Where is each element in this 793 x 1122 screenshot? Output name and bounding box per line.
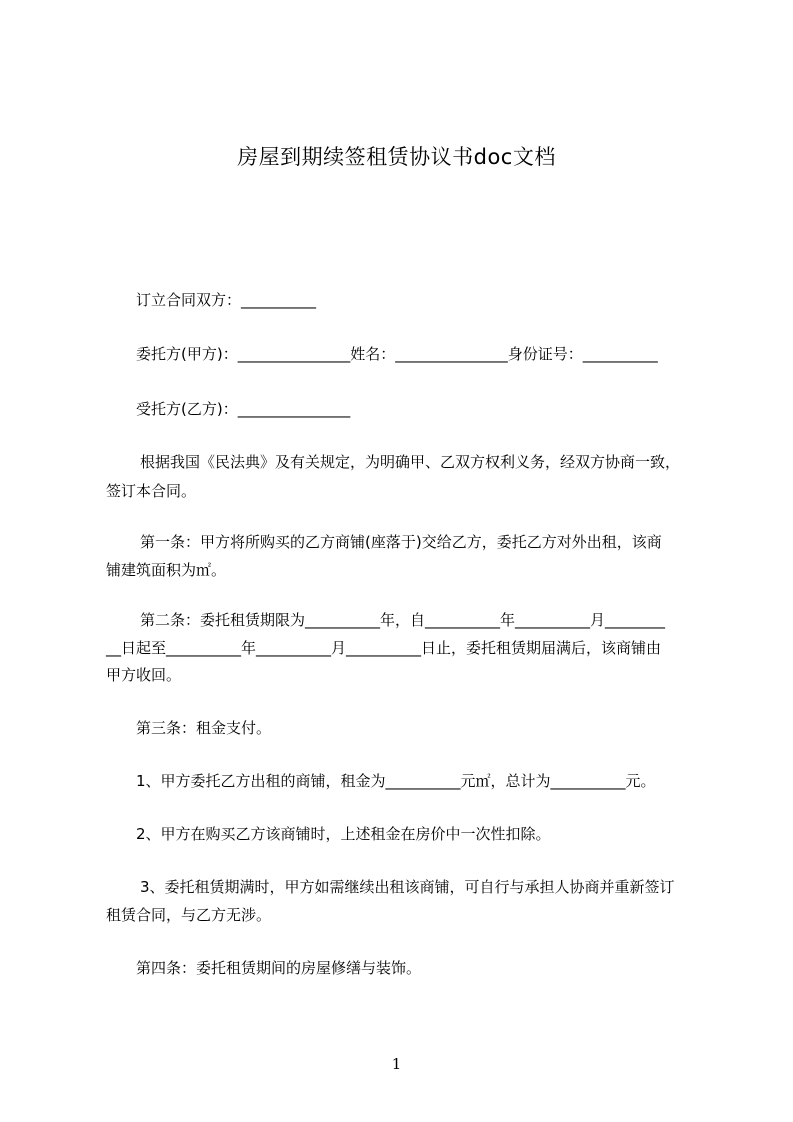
principal-party-line: 委托方(甲方)：_______________姓名：_______________身份证号：__________ — [136, 345, 658, 363]
preamble-line-1: 根据我国《民法典》及有关规定，为明确甲、乙双方权利义务，经双方协商一致， — [140, 453, 681, 471]
article-3-item-3-line-2: 租赁合同，与乙方无涉。 — [106, 906, 272, 924]
page-number: 1 — [391, 1055, 402, 1073]
document-title: 房屋到期续签租赁协议书doc文档 — [237, 145, 556, 169]
article-2-line-1: 第二条：委托租赁期限为__________年，自__________年__________月________ — [140, 611, 666, 629]
article-4-heading: 第四条：委托租赁期间的房屋修缮与装饰。 — [136, 959, 422, 977]
article-3-item-3-line-1: 3、委托租赁期满时，甲方如需继续出租该商铺，可自行与承担人协商并重新签订 — [140, 878, 675, 896]
preamble-line-2: 签订本合同。 — [106, 482, 197, 500]
article-3-item-1: 1、甲方委托乙方出租的商铺，租金为__________元㎡，总计为__________元。 — [136, 772, 656, 790]
article-1-line-1: 第一条：甲方将所购买的乙方商铺(座落于)交给乙方，委托乙方对外出租，该商 — [140, 533, 662, 551]
article-1-line-2: 铺建筑面积为㎡。 — [106, 561, 227, 579]
article-2-line-2: __日起至__________年__________月__________日止，委托租赁期届满后，该商铺由 — [106, 639, 662, 657]
agent-party-line: 受托方(乙方)：_______________ — [136, 400, 351, 418]
article-3-heading: 第三条：租金支付。 — [136, 719, 272, 737]
article-3-item-2: 2、甲方在购买乙方该商铺时，上述租金在房价中一次性扣除。 — [136, 825, 551, 843]
contract-parties-line: 订立合同双方：__________ — [136, 291, 317, 309]
article-2-line-3: 甲方收回。 — [106, 666, 182, 684]
